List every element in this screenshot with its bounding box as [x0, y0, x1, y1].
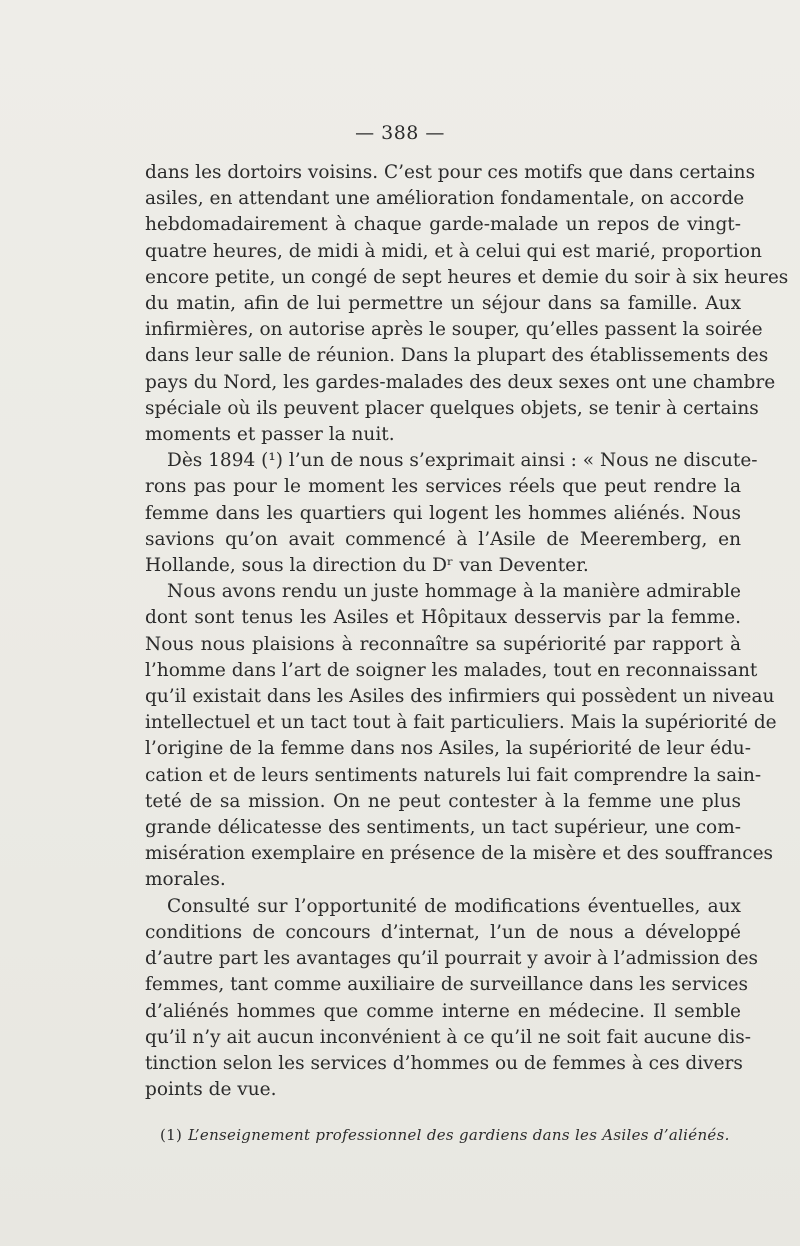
text-line: grande délicatesse des sentiments, un tact supérieur, une com-: [145, 817, 741, 839]
text-line: misération exemplaire en présence de la misère et des souffrances: [145, 843, 774, 865]
footnote: [160, 1126, 740, 1144]
text-line: cation et de leurs sentiments naturels lui fait comprendre la sain-: [145, 764, 762, 786]
text-line: spéciale où ils peuvent placer quelques objets, se tenir à certains: [145, 397, 759, 419]
text-line: teté de sa mission. On ne peut contester à la femme une plus: [145, 790, 741, 812]
text-line: hebdomadairement à chaque garde-malade un repos de vingt-: [145, 214, 741, 236]
footnote-text: L’enseignement professionnel des gardiens dans les Asiles d’aliénés.: [188, 1126, 730, 1144]
text-line: dans leur salle de réunion. Dans la plupart des établissements des: [145, 345, 769, 367]
text-line: quatre heures, de midi à midi, et à celui qui est marié, proportion: [145, 240, 762, 262]
text-line: l’origine de la femme dans nos Asiles, la supériorité de leur édu-: [145, 738, 751, 760]
text-line: Hollande, sous la direction du Dʳ van Deventer.: [145, 555, 589, 577]
text-line: points de vue.: [145, 1079, 277, 1101]
paragraph-1: [145, 160, 789, 448]
text-line: femmes, tant comme auxiliaire de surveillance dans les services: [145, 974, 749, 996]
paragraph-3: [145, 579, 777, 893]
body-text: [145, 160, 789, 1103]
footnote-marker: (1): [160, 1126, 183, 1144]
paragraph-4: [145, 894, 759, 1104]
paragraph-2: [145, 448, 758, 579]
text-line: Dès 1894 (¹) l’un de nous s’exprimait ainsi : « Nous ne discute-: [167, 450, 758, 472]
text-line: du matin, afin de lui permettre un séjour dans sa famille. Aux: [145, 293, 741, 315]
page-number: — 388 —: [355, 122, 445, 144]
text-line: qu’il n’y ait aucun inconvénient à ce qu’il ne soit fait aucune dis-: [145, 1026, 752, 1048]
text-line: d’autre part les avantages qu’il pourrait y avoir à l’admission des: [145, 948, 759, 970]
text-line: encore petite, un congé de sept heures et demie du soir à six heures: [145, 266, 789, 288]
text-line: femme dans les quartiers qui logent les hommes aliénés. Nous: [145, 502, 741, 524]
text-line: dans les dortoirs voisins. C’est pour ces motifs que dans certains: [145, 162, 756, 183]
text-line: Consulté sur l’opportunité de modifications éventuelles, aux: [167, 895, 741, 917]
text-line: qu’il existait dans les Asiles des infirmiers qui possèdent un niveau: [145, 686, 775, 708]
text-line: dont sont tenus les Asiles et Hôpitaux desservis par la femme.: [145, 607, 741, 629]
text-line: rons pas pour le moment les services réels que peut rendre la: [145, 476, 741, 498]
text-line: tinction selon les services d’hommes ou de femmes à ces divers: [145, 1052, 743, 1074]
text-line: infirmières, on autorise après le souper, qu’elles passent la soirée: [145, 319, 763, 341]
text-line: Nous avons rendu un juste hommage à la manière admirable: [167, 581, 741, 603]
text-line: morales.: [145, 869, 226, 891]
text-line: l’homme dans l’art de soigner les malades, tout en reconnaissant: [145, 659, 758, 681]
text-line: asiles, en attendant une amélioration fondamentale, on accorde: [145, 188, 745, 210]
text-line: moments et passer la nuit.: [145, 424, 395, 446]
text-line: conditions de concours d’internat, l’un de nous a développé: [145, 921, 741, 943]
text-line: intellectuel et un tact tout à fait particuliers. Mais la supériorité de: [145, 712, 777, 734]
text-line: Nous nous plaisions à reconnaître sa supériorité par rapport à: [145, 633, 741, 655]
text-line: savions qu’on avait commencé à l’Asile de Meeremberg, en: [145, 528, 741, 550]
text-line: pays du Nord, les gardes-malades des deux sexes ont une chambre: [145, 371, 776, 393]
text-line: d’aliénés hommes que comme interne en médecine. Il semble: [145, 1000, 741, 1022]
